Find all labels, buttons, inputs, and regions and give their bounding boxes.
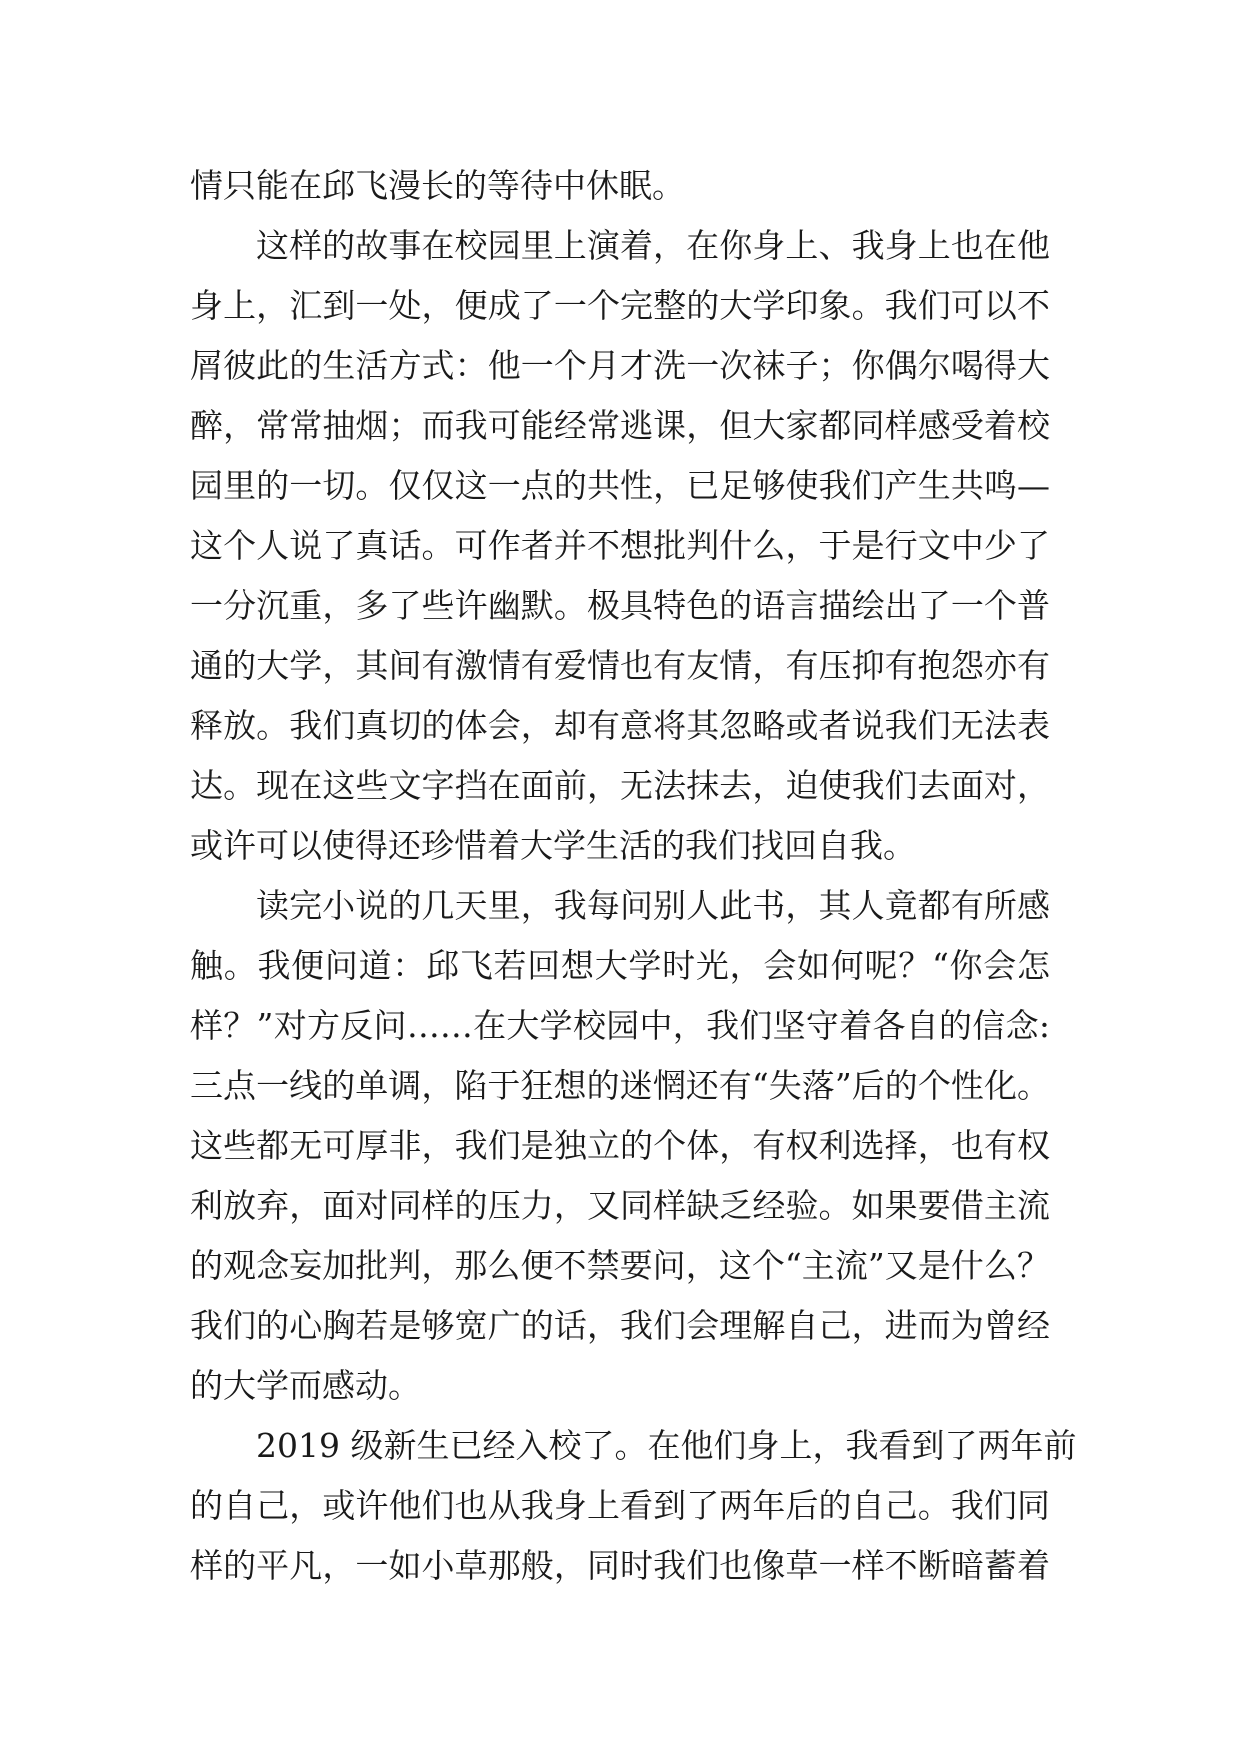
text-line: 的自己，或许他们也从我身上看到了两年后的自己。我们同: [190, 1486, 1050, 1525]
text-line: 释放。我们真切的体会，却有意将其忽略或者说我们无法表: [190, 706, 1050, 745]
text-line: 达。现在这些文字挡在面前，无法抹去，迫使我们去面对，: [190, 766, 1050, 805]
text-line: 这个人说了真话。可作者并不想批判什么，于是行文中少了: [190, 526, 1050, 565]
text-line: 醉，常常抽烟；而我可能经常逃课，但大家都同样感受着校: [190, 406, 1050, 445]
text-line: 的大学而感动。: [190, 1366, 421, 1405]
text-line: 情只能在邱飞漫长的等待中休眠。: [190, 166, 685, 205]
text-line: 2019 级新生已经入校了。在他们身上，我看到了两年前: [256, 1426, 1077, 1465]
text-line: 园里的一切。仅仅这一点的共性，已足够使我们产生共鸣—: [190, 466, 1050, 505]
text-line: 身上，汇到一处，便成了一个完整的大学印象。我们可以不: [190, 286, 1050, 325]
text-line: 这些都无可厚非，我们是独立的个体，有权利选择，也有权: [190, 1126, 1050, 1165]
text-line: 通的大学，其间有激情有爱情也有友情，有压抑有抱怨亦有: [190, 646, 1050, 685]
text-line: 利放弃，面对同样的压力，又同样缺乏经验。如果要借主流: [190, 1186, 1050, 1225]
text-line: 样？”对方反问……在大学校园中，我们坚守着各自的信念:: [190, 1006, 1050, 1045]
text-line: 读完小说的几天里，我每问别人此书，其人竟都有所感: [256, 886, 1050, 925]
text-line: 一分沉重，多了些许幽默。极具特色的语言描绘出了一个普: [190, 586, 1050, 625]
text-line: 屑彼此的生活方式：他一个月才洗一次袜子；你偶尔喝得大: [190, 346, 1050, 385]
text-line: 这样的故事在校园里上演着，在你身上、我身上也在他: [256, 226, 1050, 265]
text-line: 触。我便问道：邱飞若回想大学时光，会如何呢？“你会怎: [190, 946, 1050, 985]
text-line: 或许可以使得还珍惜着大学生活的我们找回自我。: [190, 826, 916, 865]
text-line: 我们的心胸若是够宽广的话，我们会理解自己，进而为曾经: [190, 1306, 1050, 1345]
text-line: 的观念妄加批判，那么便不禁要问，这个“主流”又是什么？: [190, 1246, 1050, 1285]
text-line: 样的平凡，一如小草那般，同时我们也像草一样不断暗蓄着: [190, 1546, 1050, 1585]
text-line: 三点一线的单调，陷于狂想的迷惘还有“失落”后的个性化。: [190, 1066, 1050, 1105]
body-text: [190, 156, 1077, 1596]
